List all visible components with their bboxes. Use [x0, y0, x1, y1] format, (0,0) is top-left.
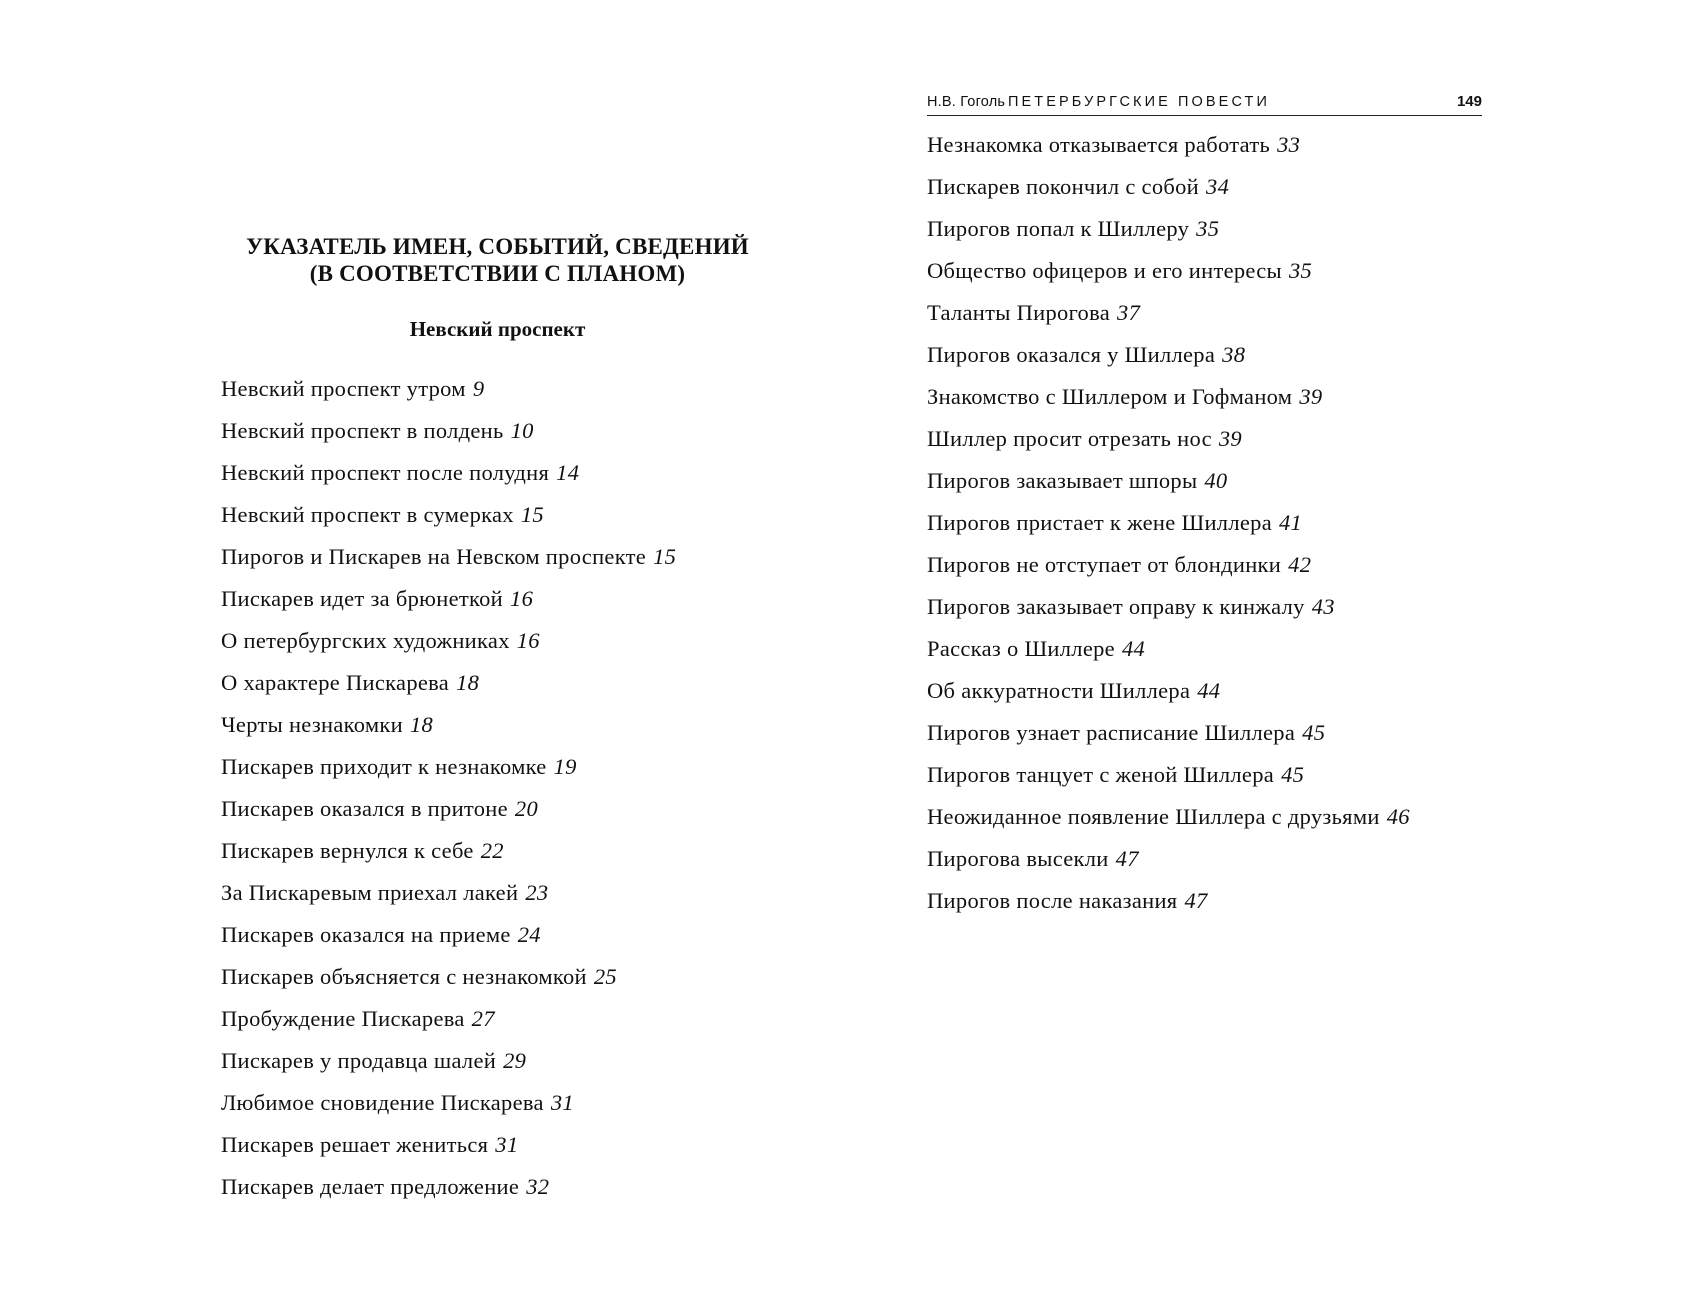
index-title-line-1: УКАЗАТЕЛЬ ИМЕН, СОБЫТИЙ, СВЕДЕНИЙ	[246, 234, 749, 259]
entry-page: 27	[471, 1006, 495, 1031]
entry-page: 44	[1121, 636, 1146, 661]
page-number: 149	[1456, 93, 1482, 110]
entry-page: 45	[1302, 720, 1326, 745]
entry-text: Пискарев у продавца шалей	[221, 1048, 497, 1073]
entry-page: 31	[550, 1090, 574, 1115]
index-entry	[221, 578, 676, 620]
index-entry	[927, 418, 1410, 460]
entry-page: 39	[1299, 384, 1323, 409]
entry-page: 47	[1184, 888, 1208, 913]
entry-text: О петербургских художниках	[221, 628, 510, 653]
entry-page: 47	[1115, 846, 1139, 871]
index-entry	[927, 208, 1410, 250]
entry-text: Пискарев решает жениться	[221, 1132, 489, 1157]
entry-text: Пирогов попал к Шиллеру	[927, 216, 1190, 241]
index-entry	[221, 998, 676, 1040]
entry-text: Пискарев приходит к незнакомке	[221, 754, 547, 779]
entry-page: 33	[1277, 132, 1301, 157]
index-entry	[927, 166, 1410, 208]
entry-text: Пискарев оказался в притоне	[221, 796, 508, 821]
entry-page: 25	[593, 964, 617, 989]
entry-text: Пирогов после наказания	[927, 888, 1178, 913]
index-entry	[927, 628, 1410, 670]
index-entry	[221, 662, 676, 704]
index-entry	[927, 712, 1410, 754]
entry-text: За Пискаревым приехал лакей	[221, 880, 519, 905]
index-entry	[927, 670, 1410, 712]
entry-text: Рассказ о Шиллере	[927, 636, 1115, 661]
entry-page: 15	[520, 502, 544, 527]
index-entry	[927, 586, 1410, 628]
entry-page: 46	[1386, 804, 1410, 829]
entry-text: Пирогов и Пискарев на Невском проспекте	[221, 544, 647, 569]
entry-text: Любимое сновидение Пискарева	[221, 1090, 544, 1115]
entry-page: 20	[514, 796, 539, 821]
entry-page: 15	[653, 544, 677, 569]
entry-page: 40	[1204, 468, 1228, 493]
entry-page: 19	[553, 754, 577, 779]
index-entry	[221, 1124, 676, 1166]
index-entry	[221, 1040, 676, 1082]
entry-page: 9	[472, 376, 485, 401]
right-entry-list	[927, 124, 1410, 922]
entry-text: Пирогова высекли	[927, 846, 1109, 871]
index-entry	[221, 830, 676, 872]
entry-text: Таланты Пирогова	[927, 300, 1111, 325]
index-entry	[927, 376, 1410, 418]
index-entry	[927, 502, 1410, 544]
entry-text: Невский проспект утром	[221, 376, 466, 401]
index-entry	[221, 620, 676, 662]
index-title-line-2: (В СООТВЕТСТВИИ С ПЛАНОМ)	[309, 261, 686, 286]
index-entry	[221, 368, 676, 410]
entry-page: 31	[495, 1132, 519, 1157]
entry-page: 14	[556, 460, 580, 485]
entry-page: 44	[1197, 678, 1221, 703]
entry-page: 32	[526, 1174, 550, 1199]
index-entry	[927, 796, 1410, 838]
entry-text: Пирогов пристает к жене Шиллера	[927, 510, 1272, 535]
entry-page: 35	[1288, 258, 1313, 283]
entry-text: Пробуждение Пискарева	[221, 1006, 465, 1031]
index-entry	[927, 292, 1410, 334]
entry-page: 22	[480, 838, 504, 863]
index-entry	[221, 746, 676, 788]
entry-page: 37	[1117, 300, 1141, 325]
section-title: Невский проспект	[409, 317, 586, 341]
entry-text: Пискарев идет за брюнеткой	[221, 586, 504, 611]
index-entry	[927, 124, 1410, 166]
running-head-author: Н.В. Гоголь	[927, 94, 1006, 110]
entry-text: Невский проспект в сумерках	[221, 502, 514, 527]
index-entry	[221, 536, 676, 578]
entry-text: Пискарев вернулся к себе	[221, 838, 474, 863]
entry-text: Пирогов заказывает оправу к кинжалу	[927, 594, 1305, 619]
right-page	[845, 0, 1690, 1312]
entry-text: О характере Пискарева	[221, 670, 450, 695]
entry-page: 34	[1206, 174, 1230, 199]
index-entry	[221, 494, 676, 536]
entry-page: 10	[510, 418, 534, 443]
index-entry	[927, 880, 1410, 922]
entry-page: 18	[409, 712, 434, 737]
entry-text: Пискарев объясняется с незнакомкой	[221, 964, 587, 989]
entry-text: Пирогов оказался у Шиллера	[927, 342, 1216, 367]
index-entry	[221, 914, 676, 956]
entry-text: Об аккуратности Шиллера	[927, 678, 1191, 703]
entry-page: 43	[1311, 594, 1335, 619]
entry-text: Пискарев делает предложение	[221, 1174, 520, 1199]
entry-page: 24	[517, 922, 541, 947]
index-entry	[927, 544, 1410, 586]
left-entry-list	[221, 368, 676, 1208]
entry-text: Черты незнакомки	[221, 712, 403, 737]
index-entry	[221, 872, 676, 914]
entry-text: Пирогов танцует с женой Шиллера	[927, 762, 1275, 787]
index-entry	[221, 788, 676, 830]
entry-page: 16	[516, 628, 540, 653]
entry-page: 23	[525, 880, 549, 905]
running-head-book-title: ПЕТЕРБУРГСКИЕ ПОВЕСТИ	[1008, 94, 1271, 110]
entry-text: Незнакомка отказывается работать	[927, 132, 1271, 157]
entry-page: 16	[510, 586, 534, 611]
entry-page: 41	[1278, 510, 1303, 535]
index-entry	[221, 410, 676, 452]
entry-page: 39	[1218, 426, 1242, 451]
running-head	[927, 92, 1482, 116]
entry-text: Пискарев оказался на приеме	[221, 922, 511, 947]
index-entry	[221, 1166, 676, 1208]
index-entry	[927, 250, 1410, 292]
entry-text: Знакомство с Шиллером и Гофманом	[927, 384, 1293, 409]
entry-text: Невский проспект в полдень	[221, 418, 504, 443]
index-entry	[221, 956, 676, 998]
entry-text: Пирогов не отступает от блондинки	[927, 552, 1282, 577]
entry-text: Общество офицеров и его интересы	[927, 258, 1282, 283]
entry-text: Невский проспект после полудня	[221, 460, 550, 485]
entry-page: 45	[1281, 762, 1305, 787]
entry-text: Неожиданное появление Шиллера с друзьями	[927, 804, 1380, 829]
index-entry	[221, 1082, 676, 1124]
entry-page: 18	[456, 670, 480, 695]
entry-text: Пирогов узнает расписание Шиллера	[927, 720, 1296, 745]
entry-page: 42	[1288, 552, 1312, 577]
index-entry	[927, 460, 1410, 502]
index-entry	[927, 754, 1410, 796]
index-entry	[927, 334, 1410, 376]
entry-text: Пирогов заказывает шпоры	[927, 468, 1198, 493]
entry-page: 38	[1222, 342, 1246, 367]
entry-page: 35	[1196, 216, 1220, 241]
entry-text: Пискарев покончил с собой	[927, 174, 1200, 199]
entry-text: Шиллер просит отрезать нос	[927, 426, 1212, 451]
entry-page: 29	[503, 1048, 527, 1073]
index-entry	[221, 452, 676, 494]
index-entry	[927, 838, 1410, 880]
index-entry	[221, 704, 676, 746]
index-title	[200, 233, 795, 287]
